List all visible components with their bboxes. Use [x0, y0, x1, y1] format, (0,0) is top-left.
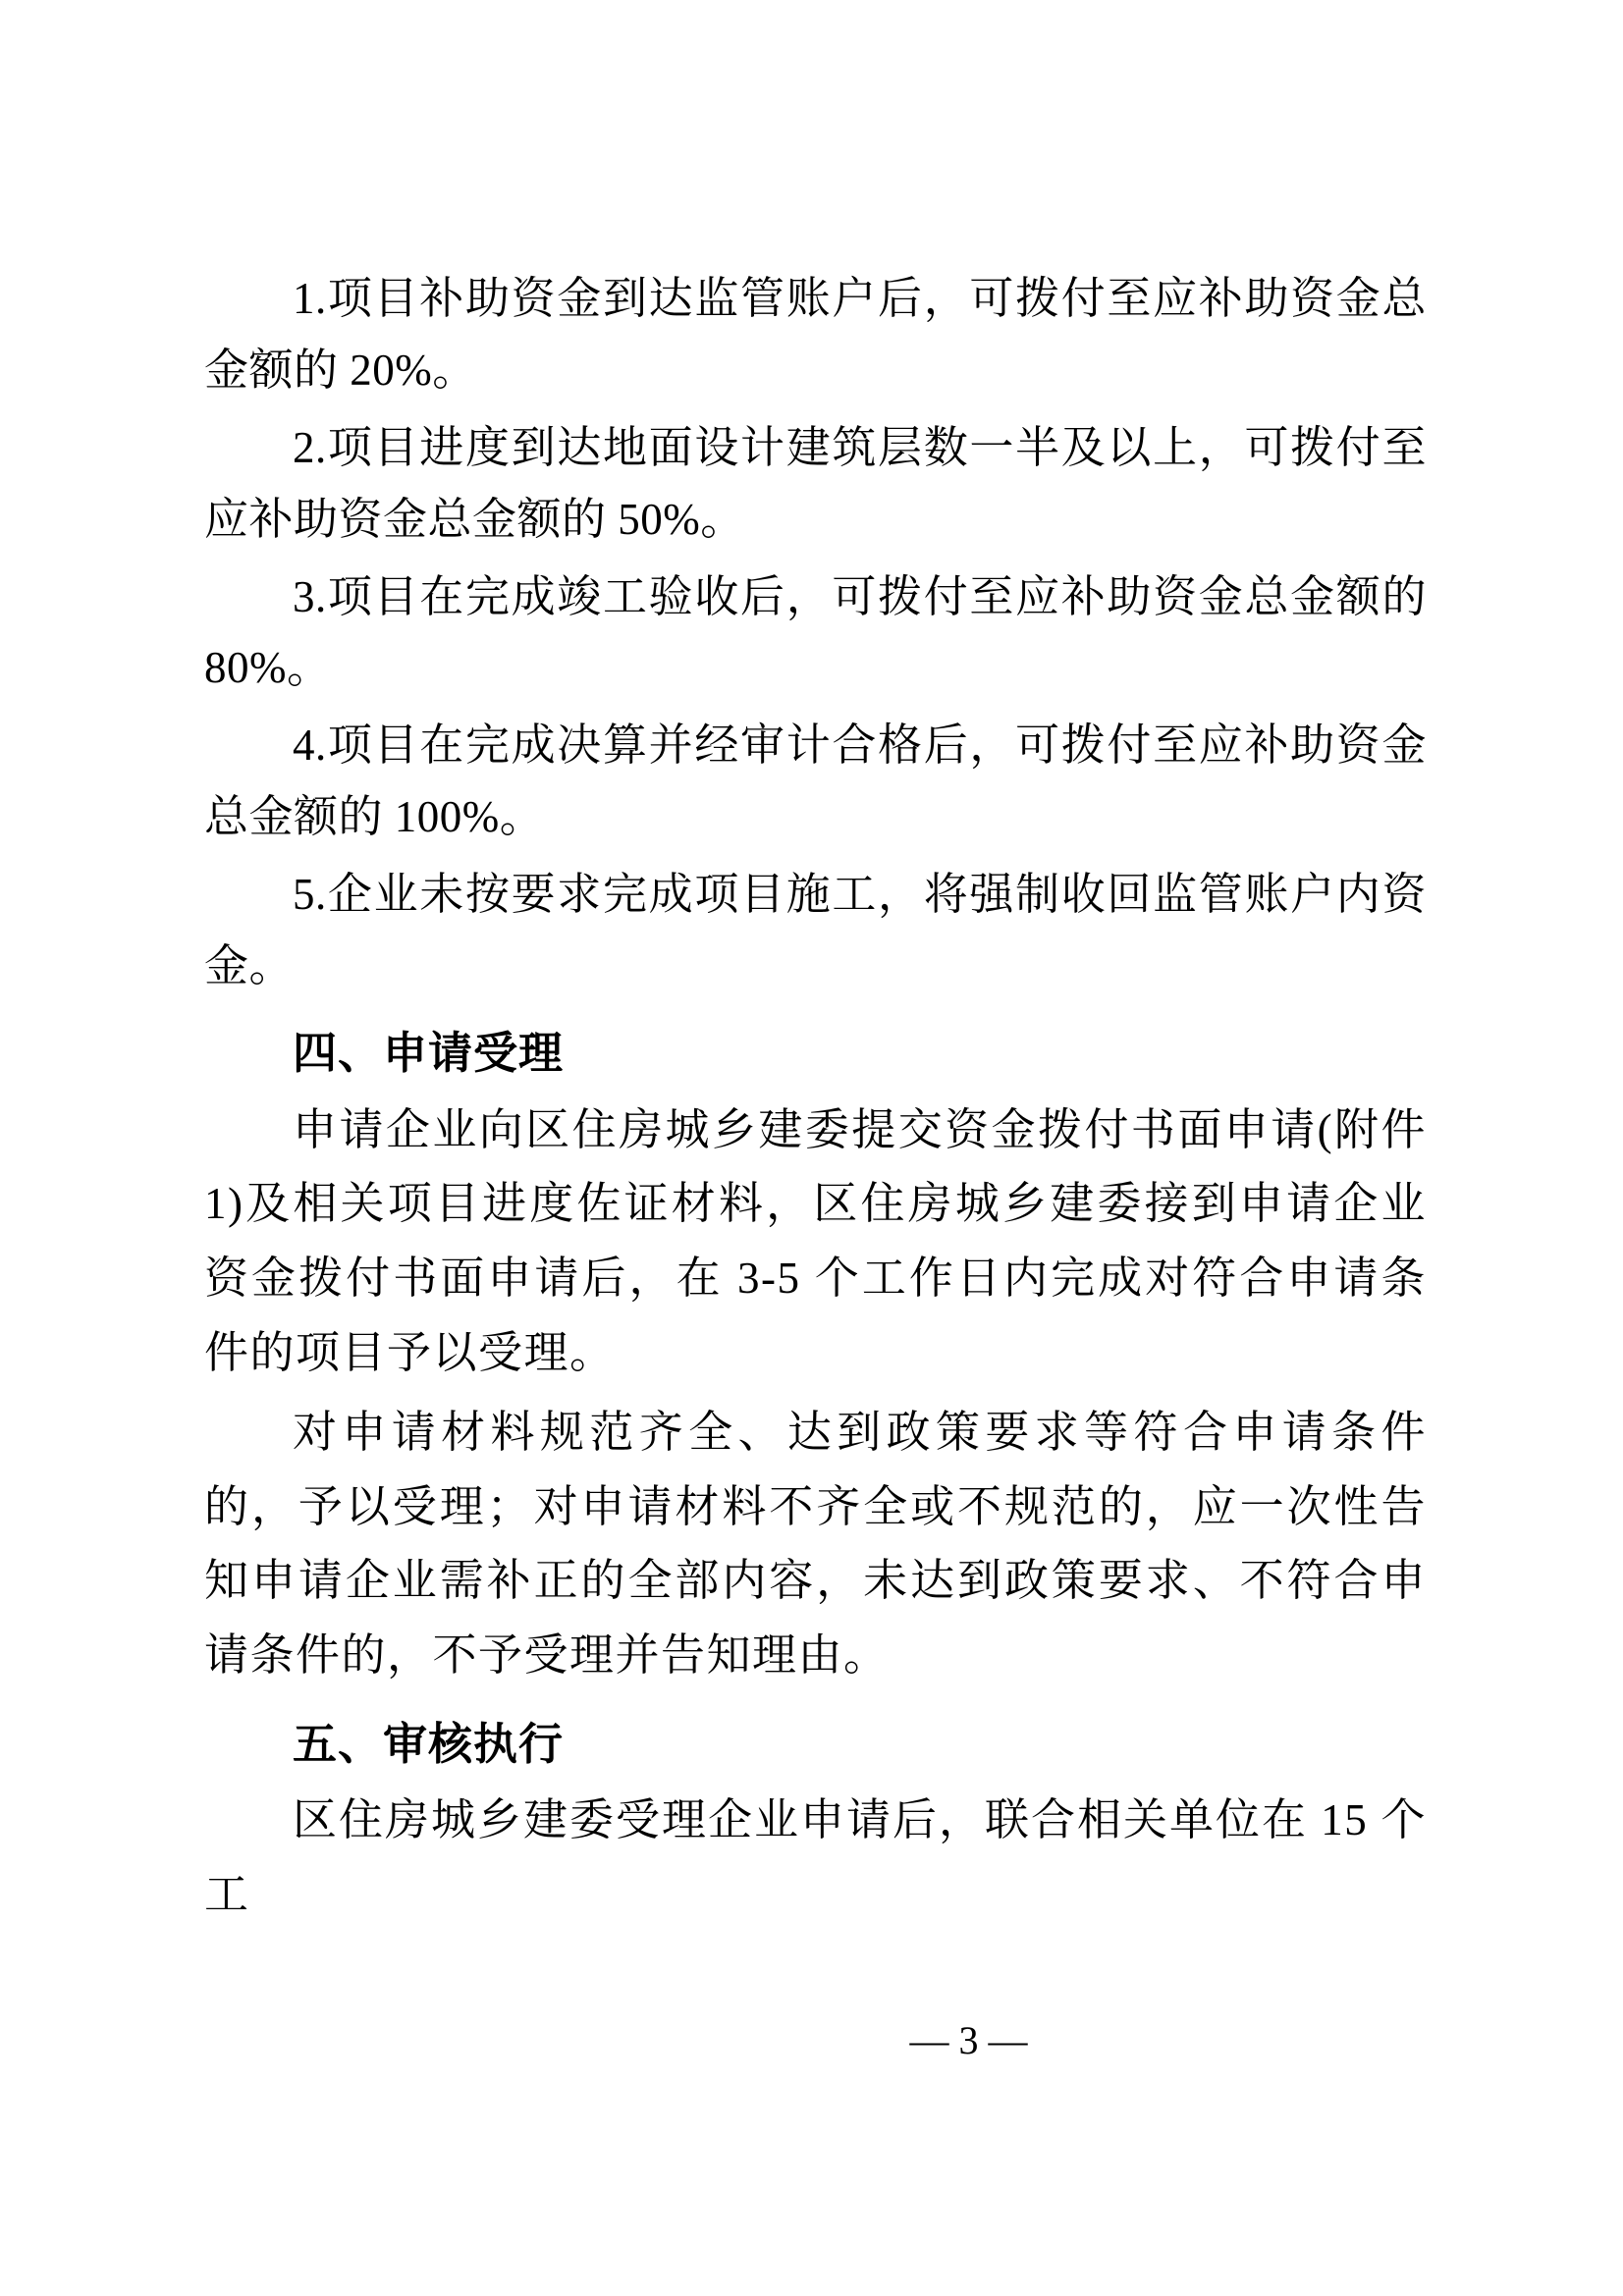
- section-four-paragraph-1: 申请企业向区住房城乡建委提交资金拨付书面申请(附件 1)及相关项目进度佐证材料，区住房城乡建委接到申请企业资金拨付书面申请后，在 3-5 个工作日内完成对符合申请条件的项目予以受理。: [204, 1104, 1427, 1377]
- page-footer: [0, 2017, 1623, 2063]
- paragraph-item-2: 2.项目进度到达地面设计建筑层数一半及以上，可拨付至应补助资金总金额的 50%。: [204, 422, 1427, 544]
- section-heading-five: 五、审核执行: [293, 1717, 565, 1770]
- paragraph-item-1: 1.项目补助资金到达监管账户后，可拨付至应补助资金总金额的 20%。: [204, 274, 1427, 395]
- page-number: — 3 —: [909, 2018, 1028, 2062]
- paragraph-item-4: 4.项目在完成决算并经审计合格后，可拨付至应补助资金总金额的 100%。: [204, 721, 1427, 842]
- document-body: [204, 263, 1427, 1939]
- section-five-paragraph-1: 区住房城乡建委受理企业申请后，联合相关单位在 15 个工: [204, 1795, 1427, 1920]
- paragraph-item-3: 3.项目在完成竣工验收后，可拨付至应补助资金总金额的 80%。: [204, 571, 1427, 693]
- section-heading-four: 四、申请受理: [293, 1026, 565, 1079]
- paragraph-item-5: 5.企业未按要求完成项目施工，将强制收回监管账户内资金。: [204, 870, 1427, 991]
- section-four-paragraph-2: 对申请材料规范齐全、达到政策要求等符合申请条件的，予以受理；对申请材料不齐全或不规范的，应一次性告知申请企业需补正的全部内容，未达到政策要求、不符合申请条件的，不予受理并告知理由。: [204, 1408, 1427, 1680]
